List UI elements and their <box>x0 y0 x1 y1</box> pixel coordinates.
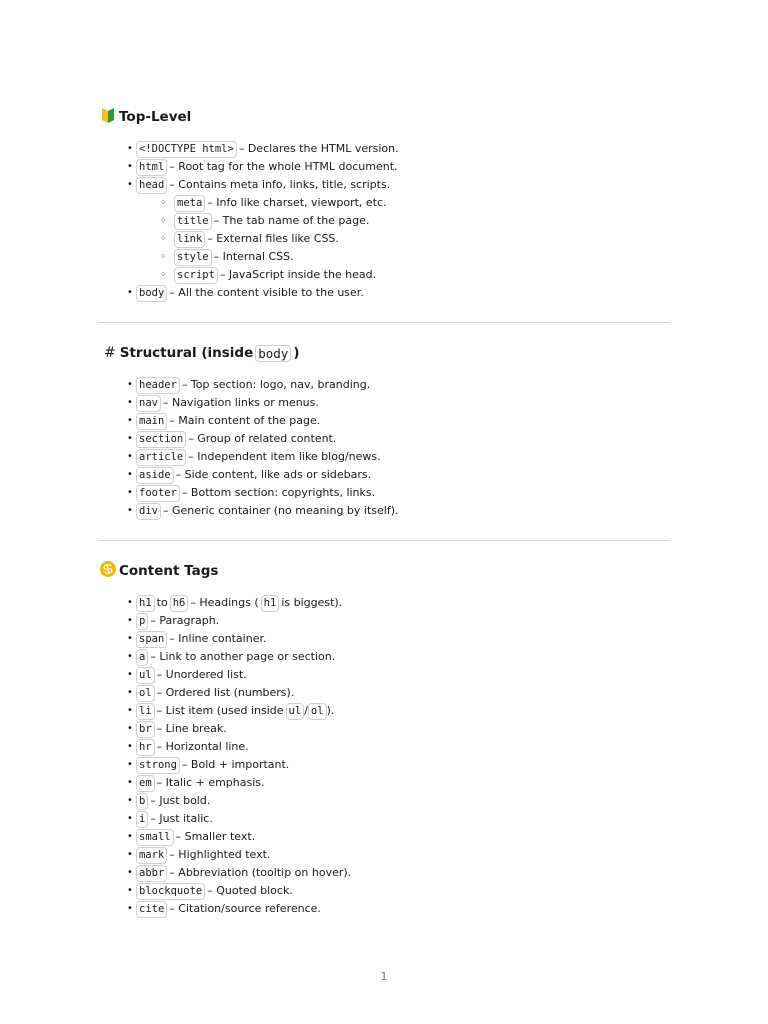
section-divider <box>98 540 670 541</box>
hash-icon: # <box>104 345 116 361</box>
code-em: em <box>136 775 155 792</box>
item-text: – Quoted block. <box>207 884 293 897</box>
code-ul-inline: ul <box>286 703 305 720</box>
structural-title-suffix: ) <box>293 345 300 361</box>
list-item <box>98 648 670 666</box>
item-text: – Internal CSS. <box>213 250 294 263</box>
code-footer: footer <box>136 485 180 502</box>
list-item <box>98 430 670 448</box>
code-strong: strong <box>136 757 180 774</box>
beginner-icon <box>100 106 116 128</box>
code-div: div <box>136 503 161 520</box>
code-b: b <box>136 793 148 810</box>
list-item <box>98 864 670 882</box>
item-text: – Italic + emphasis. <box>156 776 265 789</box>
code-section: section <box>136 431 186 448</box>
item-text: – Highlighted text. <box>169 848 271 861</box>
list-item <box>98 230 670 248</box>
code-article: article <box>136 449 186 466</box>
code-i: i <box>136 811 148 828</box>
content-section <box>98 560 670 918</box>
list-item <box>98 466 670 484</box>
list-item <box>98 612 670 630</box>
code-meta: meta <box>174 195 205 212</box>
content-heading <box>100 560 670 582</box>
item-text: – List item (used inside <box>156 704 284 717</box>
list-item <box>98 630 670 648</box>
item-text: – Headings ( <box>190 596 259 609</box>
structural-section <box>98 342 670 520</box>
code-abbr: abbr <box>136 865 167 882</box>
code-small: small <box>136 829 174 846</box>
list-item <box>98 666 670 684</box>
section-divider <box>98 322 670 323</box>
content-title: Content Tags <box>119 563 219 579</box>
item-text: – Top section: logo, nav, branding. <box>181 378 371 391</box>
list-item <box>98 594 670 612</box>
item-text: – The tab name of the page. <box>213 214 370 227</box>
cancer-sign-icon <box>100 561 116 581</box>
top-level-heading <box>100 106 670 128</box>
item-text: – Smaller text. <box>175 830 256 843</box>
item-text: – Info like charset, viewport, etc. <box>207 196 387 209</box>
item-text: – Paragraph. <box>150 614 220 627</box>
list-item <box>98 774 670 792</box>
code-doctype: <!DOCTYPE html> <box>136 141 237 158</box>
code-cite: cite <box>136 901 167 918</box>
list-item <box>98 882 670 900</box>
code-span: span <box>136 631 167 648</box>
code-blockquote: blockquote <box>136 883 205 900</box>
list-item <box>98 828 670 846</box>
list-item <box>98 810 670 828</box>
code-link: link <box>174 231 205 248</box>
list-item <box>98 266 670 284</box>
list-item <box>98 248 670 266</box>
code-title: title <box>174 213 212 230</box>
code-ol-inline: ol <box>308 703 327 720</box>
code-mark: mark <box>136 847 167 864</box>
code-ul: ul <box>136 667 155 684</box>
item-text: is biggest). <box>281 596 343 609</box>
code-h6: h6 <box>170 595 189 612</box>
item-text: – Just bold. <box>150 794 211 807</box>
item-text: – Independent item like blog/news. <box>188 450 381 463</box>
list-item <box>98 484 670 502</box>
item-text: – Root tag for the whole HTML document. <box>169 160 398 173</box>
item-text: – Navigation links or menus. <box>162 396 319 409</box>
item-text: / <box>304 704 308 717</box>
item-text: – Line break. <box>156 722 227 735</box>
code-head: head <box>136 177 167 194</box>
list-item <box>98 900 670 918</box>
list-item <box>98 284 670 302</box>
list-item <box>98 502 670 520</box>
structural-list <box>98 376 670 520</box>
list-item <box>98 702 670 720</box>
item-text: – Ordered list (numbers). <box>156 686 295 699</box>
code-style: style <box>174 249 212 266</box>
list-item <box>98 846 670 864</box>
list-item <box>98 212 670 230</box>
list-item <box>98 194 670 212</box>
item-text: – Just italic. <box>150 812 213 825</box>
content-list <box>98 594 670 918</box>
structural-heading <box>100 342 670 364</box>
list-item <box>98 376 670 394</box>
item-text: – Unordered list. <box>156 668 247 681</box>
item-text: – Citation/source reference. <box>169 902 321 915</box>
item-text: – External files like CSS. <box>207 232 339 245</box>
structural-title: Structural (inside <box>119 345 254 361</box>
item-text: – Generic container (no meaning by itself). <box>162 504 399 517</box>
item-text: – Link to another page or section. <box>150 650 336 663</box>
item-text: – Bottom section: copyrights, links. <box>181 486 376 499</box>
code-ol: ol <box>136 685 155 702</box>
code-html: html <box>136 159 167 176</box>
code-br: br <box>136 721 155 738</box>
top-level-title: Top-Level <box>119 109 192 125</box>
item-text: – Inline container. <box>169 632 267 645</box>
code-li: li <box>136 703 155 720</box>
item-text: – Side content, like ads or sidebars. <box>175 468 372 481</box>
item-text: – Group of related content. <box>188 432 337 445</box>
item-text: – Declares the HTML version. <box>238 142 399 155</box>
list-item <box>98 792 670 810</box>
item-text: – Bold + important. <box>181 758 290 771</box>
list-item <box>98 738 670 756</box>
code-a: a <box>136 649 148 666</box>
list-item <box>98 684 670 702</box>
item-text: – JavaScript inside the head. <box>219 268 377 281</box>
code-header: header <box>136 377 180 394</box>
code-aside: aside <box>136 467 174 484</box>
item-text: – Abbreviation (tooltip on hover). <box>169 866 352 879</box>
code-body: body <box>136 285 167 302</box>
code-script: script <box>174 267 218 284</box>
list-item <box>98 140 670 158</box>
top-level-section <box>98 106 670 302</box>
code-body-heading: body <box>255 345 291 362</box>
list-item <box>98 448 670 466</box>
list-item <box>98 158 670 176</box>
page-number: 1 <box>380 970 388 983</box>
item-text: – Horizontal line. <box>156 740 249 753</box>
code-p: p <box>136 613 148 630</box>
code-h1-inline: h1 <box>261 595 280 612</box>
list-item <box>98 756 670 774</box>
top-level-list <box>98 140 670 302</box>
item-text: ). <box>326 704 335 717</box>
item-text: – All the content visible to the user. <box>169 286 364 299</box>
list-item <box>98 412 670 430</box>
list-item <box>98 176 670 194</box>
code-nav: nav <box>136 395 161 412</box>
item-text: – Contains meta info, links, title, scripts. <box>169 178 391 191</box>
item-text: to <box>156 596 168 609</box>
code-hr: hr <box>136 739 155 756</box>
code-h1: h1 <box>136 595 155 612</box>
list-item <box>98 720 670 738</box>
item-text: – Main content of the page. <box>169 414 321 427</box>
code-main: main <box>136 413 167 430</box>
list-item <box>98 394 670 412</box>
